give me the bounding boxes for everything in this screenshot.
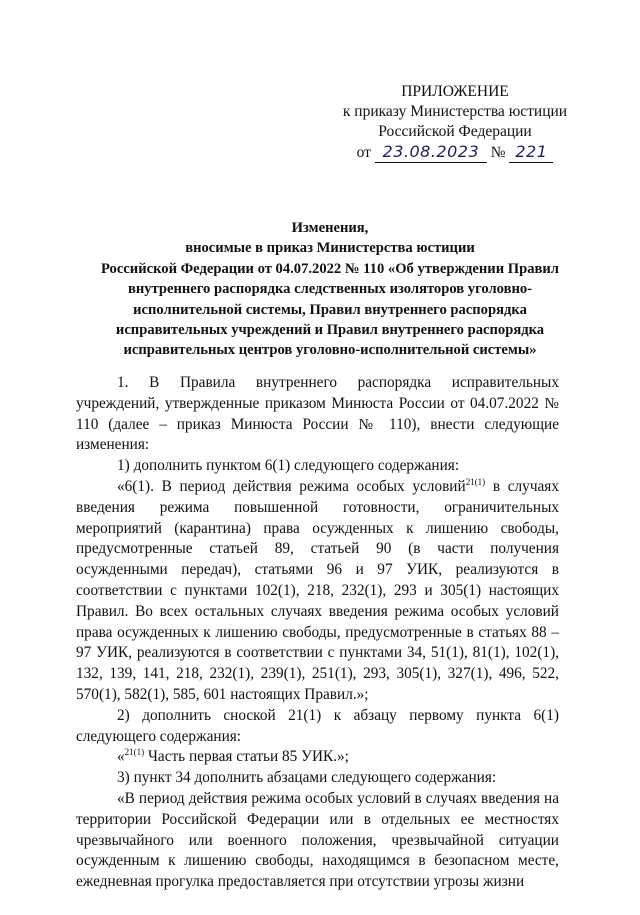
appendix-dateline — [330, 142, 580, 163]
paragraph-footnote-text — [76, 747, 559, 768]
footnote-content: Часть первая статьи 85 УИК.»; — [144, 748, 349, 766]
title-line: исправительных центров уголовно-исполнительной системы» — [123, 342, 537, 359]
title-line: внутреннего распорядка следственных изоляторов уголовно- — [127, 281, 533, 298]
paragraph-item-1: 1) дополнить пунктом 6(1) следующего содержания: — [117, 457, 460, 475]
title-line: Российской Федерации от 04.07.2022 № 110 «Об утверждении Правил — [100, 260, 559, 277]
document-body — [76, 373, 559, 893]
handwritten-date: 23.08.2023 — [375, 142, 487, 163]
quote-rest-text: в случаях введения режима повышенной готовности, ограничительных мероприятий (карантина) права осужденных к лишению свободы, предусмотренные статьей 89, статьей 90 (в части получения осужденными передач), статьями 96 и 97 УИК, реализуются в соответствии с пунктами 102(1), 218, 232(1), 293 и 305(1) настоящих Правил. Во всех остальных случаях введения режима особых условий права осужденных к лишению свободы, предусмотренные в статьях 88 – 97 УИК, реализуются в соответствии с пунктами 34, 51(1), 81(1), 102(1), 132, 139, 141, 218, 232(1), 239(1), 251(1), 293, 305(1), 327(1), 496, 522, 570(1), 582(1), 585, 601 настоящих Правил.»; — [76, 477, 559, 703]
footnote-ref: 21(1) — [465, 476, 486, 487]
quote-start-text: «6(1). В период действия режима особых условий — [117, 477, 466, 495]
appendix-title: ПРИЛОЖЕНИЕ — [401, 83, 509, 100]
footnote-open-quote: « — [117, 748, 125, 766]
document-title — [60, 218, 600, 361]
date-prefix: от — [356, 144, 371, 161]
paragraph-quote-34: «В период действия режима особых условий в случаях введения на территории Российской Федерации или в отдельных ее местностях чрезвычайного или военного положения, чрезвычайной ситуации осужденным к лишению свободы, находящимся в безопасном месте, ежедневная прогулка предоставляется при отсутствии угрозы жизни — [76, 789, 559, 891]
appendix-header — [330, 82, 580, 163]
title-line: исправительных учреждений и Правил внутреннего распорядка — [115, 322, 545, 339]
appendix-line-federation: Российской Федерации — [378, 123, 532, 140]
appendix-line-order: к приказу Министерства юстиции — [342, 103, 568, 120]
paragraph-item-3: 3) пункт 34 дополнить абзацами следующего содержания: — [117, 769, 497, 787]
number-prefix: № — [490, 144, 506, 161]
footnote-number: 21(1) — [124, 747, 145, 758]
handwritten-number: 221 — [509, 142, 553, 163]
title-line: вносимые в приказ Министерства юстиции — [185, 240, 475, 257]
title-line: исполнительной системы, Правил внутреннего распорядка — [133, 301, 527, 318]
title-line: Изменения, — [291, 220, 369, 236]
paragraph-intro: 1. В Правила внутреннего распорядка исправительных учреждений, утвержденные приказом Минюста России от 04.07.2022 № 110 (далее – приказ Минюста России № 110), внести следующие изменения: — [76, 374, 559, 454]
paragraph-item-2: 2) дополнить сноской 21(1) к абзацу первому пункта 6(1) следующего содержания: — [76, 706, 559, 745]
paragraph-quote-6-1 — [76, 477, 559, 706]
